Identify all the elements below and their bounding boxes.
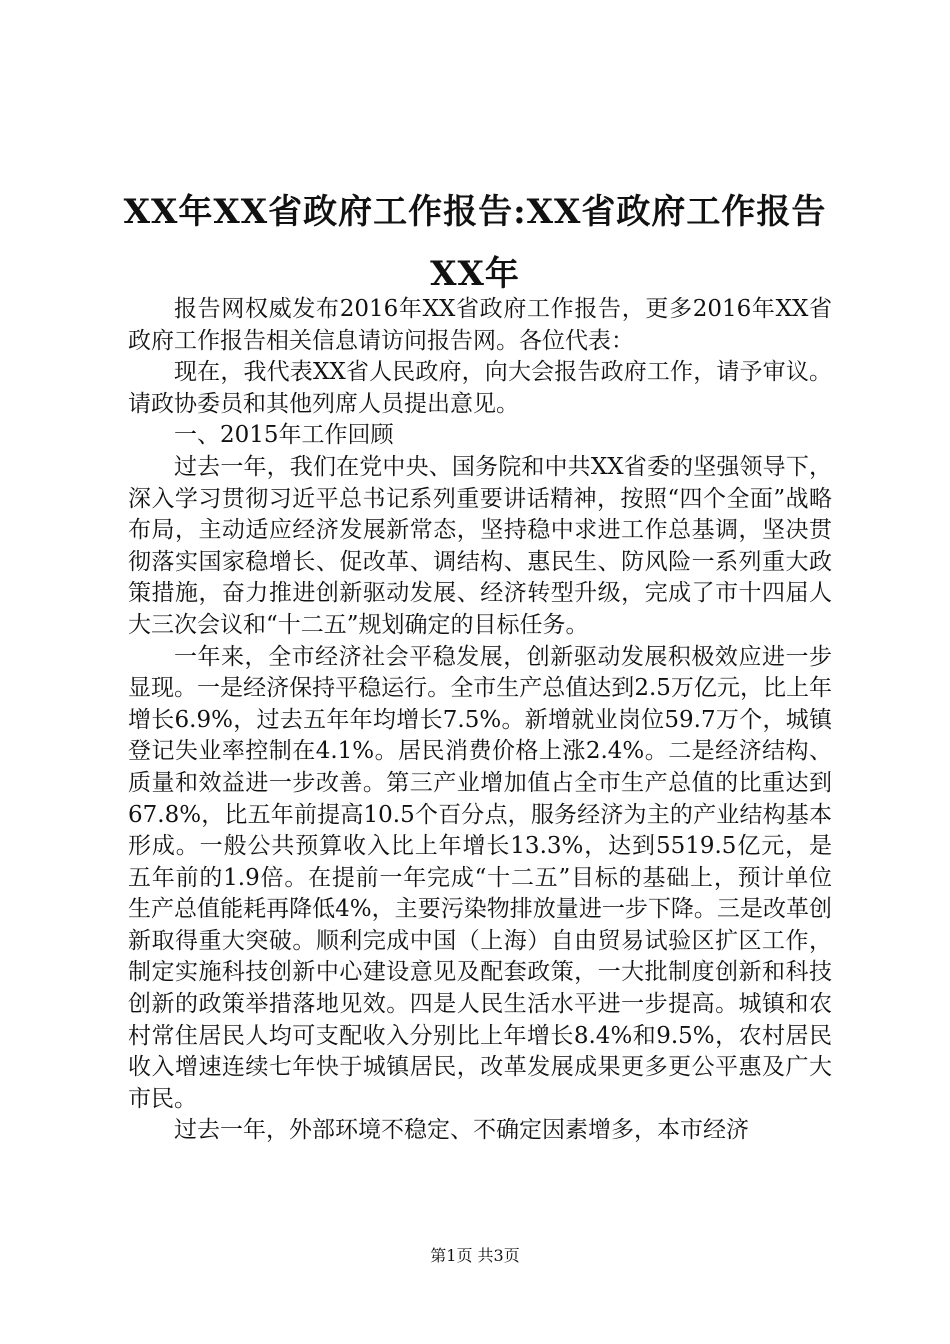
document-title-line1: XX年XX省政府工作报告:XX省政府工作报告 <box>123 192 827 232</box>
document-body <box>128 294 832 1147</box>
page-footer: 第1页 共3页 <box>430 1246 520 1265</box>
document-title-line2: XX年 <box>430 254 520 294</box>
section-heading: 一、2015年工作回顾 <box>174 422 394 449</box>
paragraph: 一年来，全市经济社会平稳发展，创新驱动发展积极效应进一步显现。一是经济保持平稳运行。全市生产总值达到2.5万亿元，比上年增长6.9%，过去五年年均增长7.5%。新增就业岗位59.7万个，城镇登记失业率控制在4.1%。居民消费价格上涨2.4%。二是经济结构、质量和效益进一步改善。第三产业增加值占全市生产总值的比重达到67.8%，比五年前提高10.5个百分点，服务经济为主的产业结构基本形成。一般公共预算收入比上年增长13.3%，达到5519.5亿元，是五年前的1.9倍。在提前一年完成“十二五”目标的基础上，预计单位生产总值能耗再降低4%，主要污染物排放量进一步下降。三是改革创新取得重大突破。顺利完成中国（上海）自由贸易试验区扩区工作，制定实施科技创新中心建设意见及配套政策，一大批制度创新和科技创新的政策举措落地见效。四是人民生活水平进一步提高。城镇和农村常住居民人均可支配收入分别比上年增长8.4%和9.5%，农村居民收入增速连续七年快于城镇居民，改革发展成果更多更公平惠及广大市民。 <box>128 643 832 1112</box>
paragraph: 现在，我代表XX省人民政府，向大会报告政府工作，请予审议。请政协委员和其他列席人员提出意见。 <box>128 359 832 417</box>
paragraph: 报告网权威发布2016年XX省政府工作报告，更多2016年XX省政府工作报告相关信息请访问报告网。各位代表： <box>128 296 832 354</box>
paragraph: 过去一年，外部环境不稳定、不确定因素增多，本市经济 <box>174 1117 749 1144</box>
paragraph: 过去一年，我们在党中央、国务院和中共XX省委的坚强领导下，深入学习贯彻习近平总书记系列重要讲话精神，按照“四个全面”战略布局，主动适应经济发展新常态，坚持稳中求进工作总基调，坚决贯彻落实国家稳增长、促改革、调结构、惠民生、防风险一系列重大政策措施，奋力推进创新驱动发展、经济转型升级，完成了市十四届人大三次会议和“十二五”规划确定的目标任务。 <box>128 453 832 638</box>
